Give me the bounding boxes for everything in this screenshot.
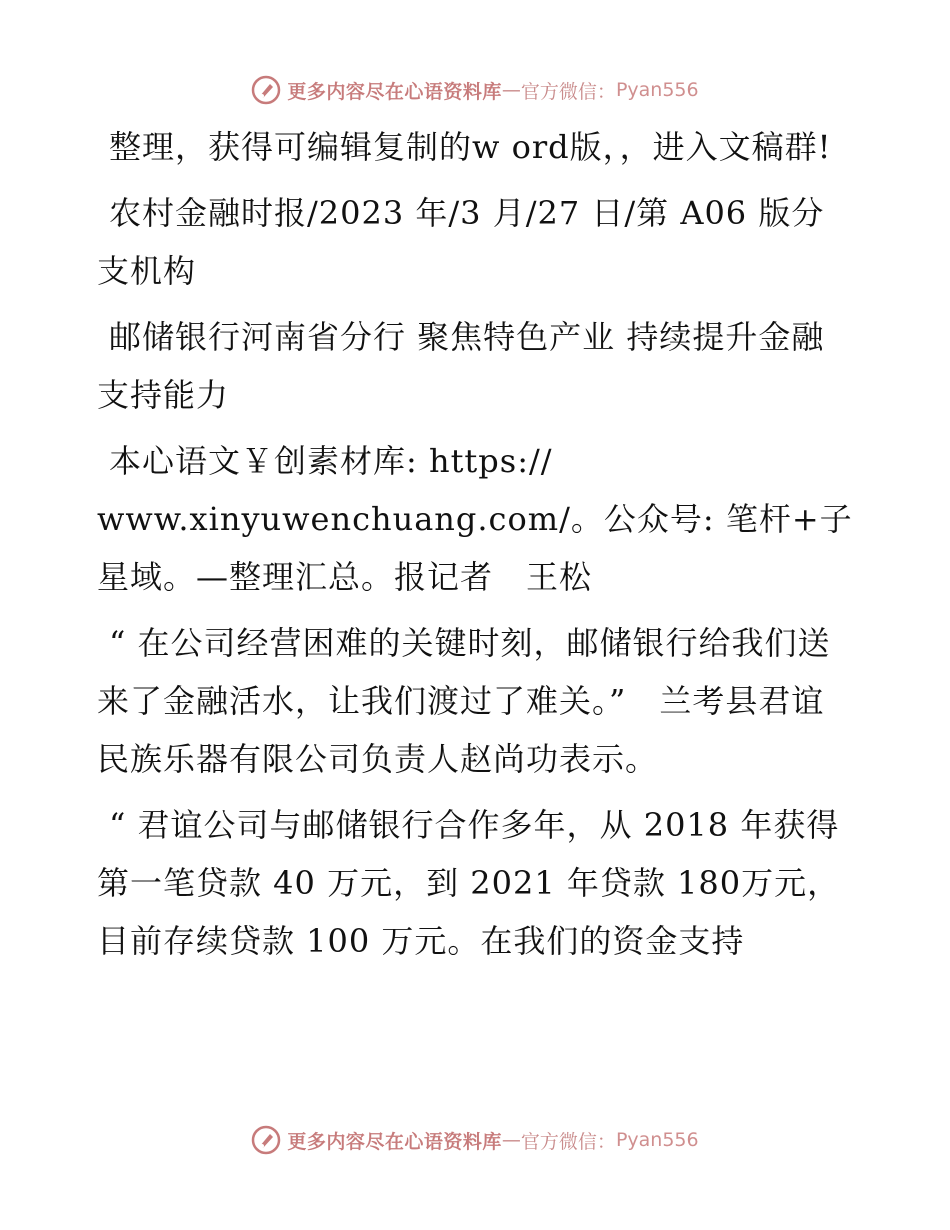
banner-wechat-label: 官方微信： xyxy=(520,1130,616,1153)
article-title: 邮储银行河南省分行 聚焦特色产业 持续提升金融支持能力 xyxy=(97,318,825,414)
source-line: 农村金融时报/2023 年/3 月/27 日/第 A06 版分支机构 xyxy=(97,194,825,290)
banner-wechat-handle: Pyan556 xyxy=(615,1129,699,1151)
library-url-line: 本心语文￥创素材库: https:// xyxy=(109,442,553,480)
header-watermark-banner xyxy=(0,70,950,110)
banner-wechat-handle: Pyan556 xyxy=(615,79,699,101)
pen-nib-logo-icon xyxy=(251,75,281,105)
intro-paragraph: 整理，获得可编辑复制的w ord版，，进入文稿群! xyxy=(109,128,832,166)
banner-wechat-label: 官方微信： xyxy=(520,80,616,103)
document-body xyxy=(97,118,857,970)
banner-brand-text: 更多内容尽在心语资料库 xyxy=(287,1130,502,1153)
library-info-line: www.xinyuwenchuang.com/。公众号: 笔杆+子星域。—整理汇总。报记者 王松 xyxy=(97,500,853,596)
banner-separator: — xyxy=(501,79,521,101)
pen-nib-logo-icon xyxy=(251,1125,281,1155)
quote-paragraph-1: “ 在公司经营困难的关键时刻，邮储银行给我们送来了金融活水，让我们渡过了难关。” 兰考县君谊民族乐器有限公司负责人赵尚功表示。 xyxy=(97,624,831,778)
quote-paragraph-2: “ 君谊公司与邮储银行合作多年，从 2018 年获得第一笔贷款 40 万元，到 2021 年贷款 180万元，目前存续贷款 100 万元。在我们的资金支持 xyxy=(97,806,841,960)
banner-separator: — xyxy=(501,1129,521,1151)
banner-brand-text: 更多内容尽在心语资料库 xyxy=(287,80,502,103)
footer-watermark-banner xyxy=(0,1120,950,1160)
